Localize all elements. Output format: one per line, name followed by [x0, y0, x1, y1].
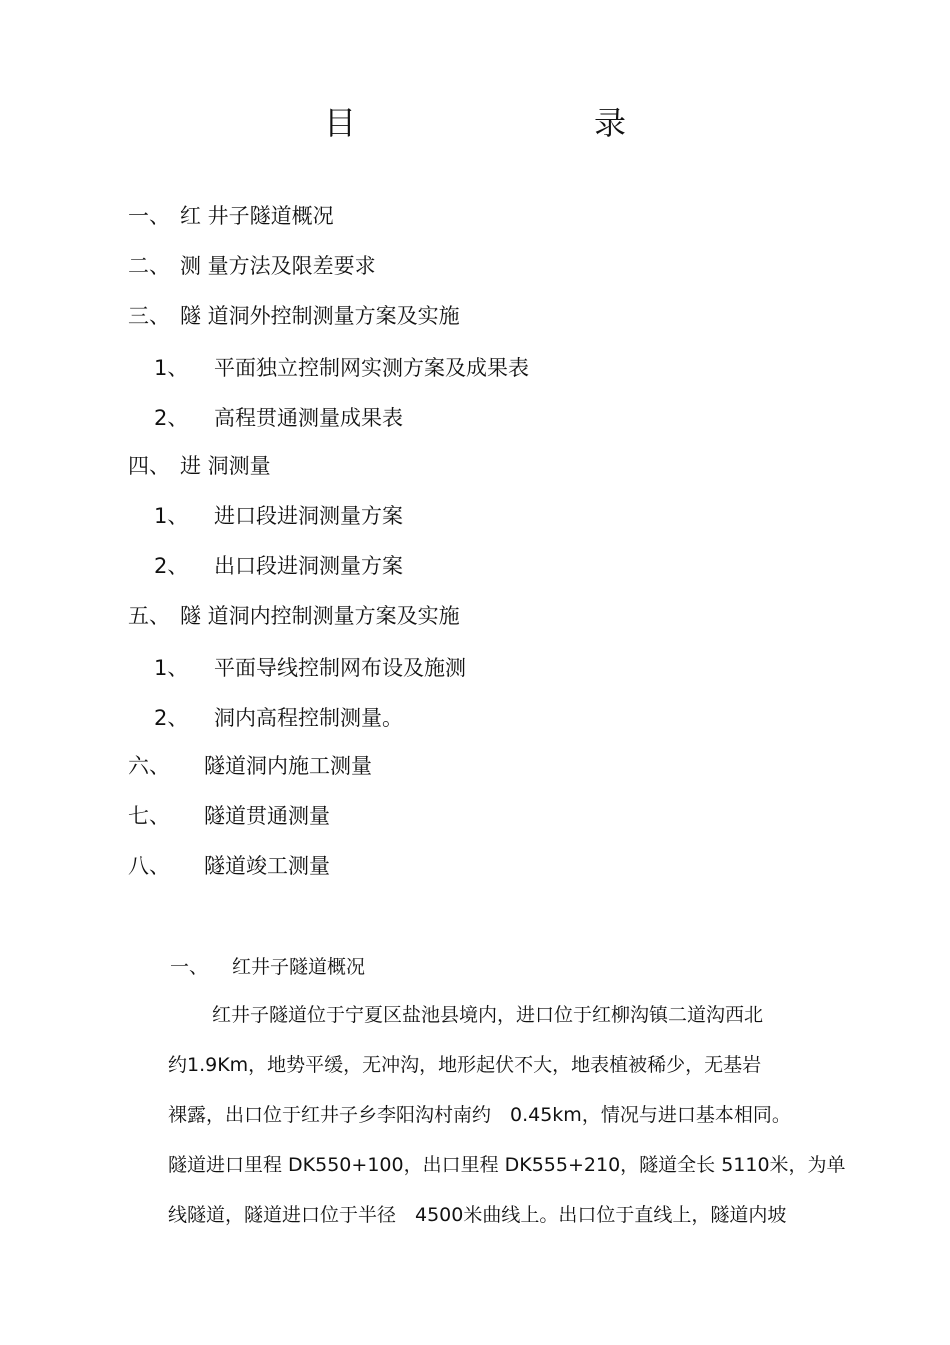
toc-item	[128, 452, 528, 480]
toc-number: 六、	[128, 754, 170, 778]
toc-number: 2、	[154, 706, 189, 730]
paragraph-line: 裸露，出口位于红井子乡李阳沟村南约 0.45km，情况与进口基本相同。	[168, 1104, 791, 1126]
toc-item	[154, 704, 574, 732]
toc-text: 隧 道洞内控制测量方案及实施	[180, 604, 460, 628]
toc-item	[154, 552, 574, 580]
toc-text: 测 量方法及限差要求	[180, 254, 376, 278]
toc-number: 八、	[128, 854, 170, 878]
toc-text: 进 洞测量	[180, 454, 271, 478]
toc-number: 一、	[128, 204, 170, 228]
toc-text: 隧道洞内施工测量	[204, 754, 372, 778]
toc-text: 进口段进洞测量方案	[214, 504, 403, 528]
toc-text: 隧道贯通测量	[204, 804, 330, 828]
toc-number: 1、	[154, 504, 189, 528]
toc-item	[154, 404, 574, 432]
toc-text: 平面导线控制网布设及施测	[214, 656, 466, 680]
page-title: 目 录	[323, 104, 684, 142]
toc-item	[128, 202, 528, 230]
toc-number: 2、	[154, 554, 189, 578]
toc-text: 高程贯通测量成果表	[214, 406, 403, 430]
paragraph-line: 线隧道，隧道进口位于半径 4500米曲线上。出口位于直线上，隧道内坡	[168, 1204, 787, 1226]
toc-item	[128, 302, 528, 330]
section-heading: 红井子隧道概况	[232, 956, 366, 978]
toc-item	[128, 252, 528, 280]
toc-text: 红 井子隧道概况	[180, 204, 334, 228]
toc-number: 1、	[154, 656, 189, 680]
paragraph-line: 约1.9Km，地势平缓，无冲沟，地形起伏不大，地表植被稀少，无基岩	[168, 1054, 762, 1076]
toc-number: 七、	[128, 804, 170, 828]
toc-text: 洞内高程控制测量。	[214, 706, 403, 730]
toc-item	[128, 852, 528, 880]
toc-item	[128, 602, 528, 630]
toc-number: 四、	[128, 454, 170, 478]
toc-item	[154, 654, 574, 682]
paragraph-line: 隧道进口里程 DK550+100，出口里程 DK555+210，隧道全长 5110米，为单	[168, 1154, 846, 1176]
section-number: 一、	[170, 956, 209, 978]
paragraph-line: 红井子隧道位于宁夏区盐池县境内，进口位于红柳沟镇二道沟西北	[212, 1004, 764, 1026]
toc-text: 隧 道洞外控制测量方案及实施	[180, 304, 460, 328]
toc-text: 平面独立控制网实测方案及成果表	[214, 356, 529, 380]
toc-item	[128, 802, 528, 830]
toc-number: 二、	[128, 254, 170, 278]
toc-number: 1、	[154, 356, 189, 380]
toc-number: 三、	[128, 304, 170, 328]
toc-item	[128, 752, 528, 780]
toc-number: 2、	[154, 406, 189, 430]
toc-text: 隧道竣工测量	[204, 854, 330, 878]
toc-text: 出口段进洞测量方案	[214, 554, 403, 578]
toc-number: 五、	[128, 604, 170, 628]
toc-item	[154, 354, 574, 382]
toc-item	[154, 502, 574, 530]
